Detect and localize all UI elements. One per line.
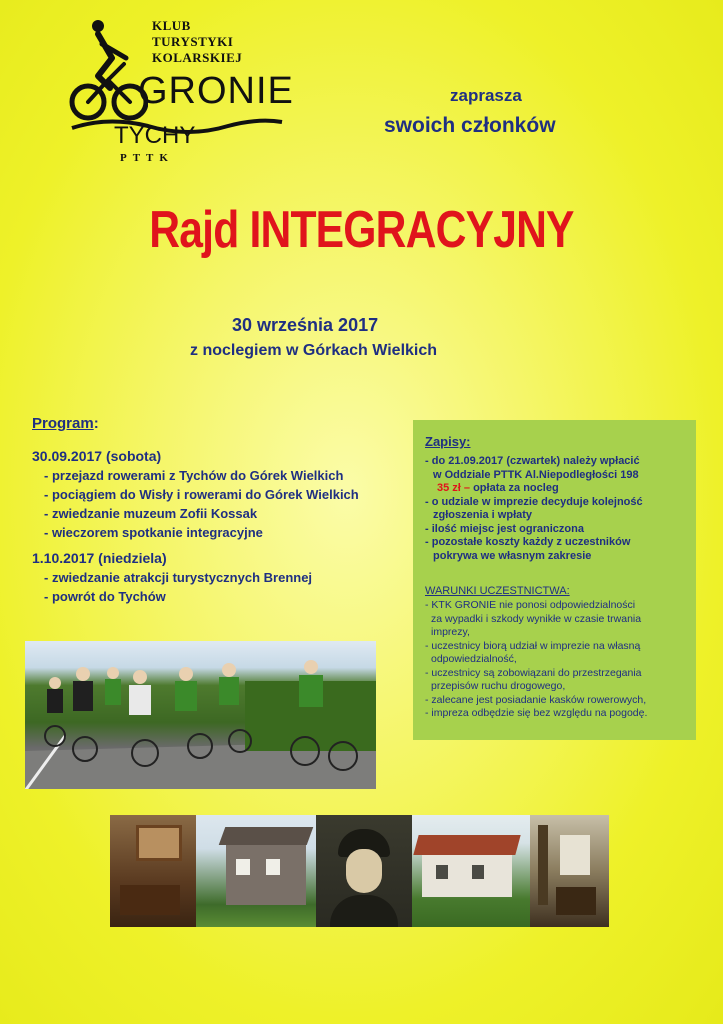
program-title: Program: (32, 415, 99, 432)
price: 35 zł – (437, 482, 471, 494)
list-item: - przejazd rowerami z Tychów do Górek Wielkich (44, 468, 344, 483)
list-item: w Oddziale PTTK Al.Niepodległości 198 (433, 468, 639, 481)
logo-line-2: TURYSTYKI (152, 34, 234, 49)
list-item: - zwiedzanie atrakcji turystycznych Brennej (44, 570, 313, 585)
day2-label: 1.10.2017 (niedziela) (32, 550, 167, 566)
conditions-title: WARUNKI UCZESTNICTWA: (425, 585, 570, 597)
museum-photo-strip (110, 815, 609, 927)
list-item: - pozostałe koszty każdy z uczestników (425, 536, 631, 548)
list-item: - zalecane jest posiadanie kasków rowerowych, (425, 693, 647, 706)
signup-title: Zapisy: (425, 434, 471, 449)
manor-house-photo (412, 815, 530, 927)
museum-house-photo (196, 815, 316, 927)
logo-org: PTTK (120, 152, 174, 164)
portrait-photo (316, 815, 412, 927)
price-line (425, 482, 686, 496)
day1-label: 30.09.2017 (sobota) (32, 448, 162, 464)
club-logo (68, 14, 294, 164)
cyclists-photo (25, 641, 376, 789)
list-item: - uczestnicy są zobowiązani do przestrzegania (425, 666, 642, 679)
list-item: imprezy, (431, 626, 470, 638)
list-item: - zwiedzanie muzeum Zofii Kossak (44, 506, 258, 521)
list-item: za wypadki i szkody wynikłe w czasie trwania (431, 612, 642, 625)
list-item: - uczestnicy biorą udział w imprezie na własną (425, 639, 641, 652)
logo-city: TYCHY (114, 122, 196, 149)
event-date: 30 września 2017 (232, 315, 379, 335)
logo-name: GRONIE (138, 70, 294, 112)
list-item: - wieczorem spotkanie integracyjne (44, 525, 263, 540)
list-item: - o udziale w imprezie decyduje kolejność (425, 495, 643, 508)
list-item: przepisów ruchu drogowego, (431, 680, 566, 692)
list-item: - ilość miejsc jest ograniczona (425, 522, 584, 535)
event-lodging: z noclegiem w Górkach Wielkich (190, 342, 438, 359)
signup-box (413, 420, 696, 740)
invite-text: zaprasza (450, 86, 522, 105)
list-item: - pociągiem do Wisły i rowerami do Górek Wielkich (44, 487, 359, 502)
list-item: - KTK GRONIE nie ponosi odpowiedzialności (425, 599, 636, 611)
price-note: opłata za nocleg (470, 482, 559, 494)
cyclists-illustration (25, 641, 376, 789)
list-item: - do 21.09.2017 (czwartek) należy wpłacić (425, 455, 640, 467)
museum-interior-photo (110, 815, 196, 927)
list-item: pokrywa we własnym zakresie (433, 549, 592, 562)
logo-line-3: KOLARSKIEJ (152, 50, 243, 65)
list-item: - powrót do Tychów (44, 589, 166, 604)
invite-audience: swoich członków (384, 114, 556, 137)
event-headline: Rajd INTEGRACYJNY (149, 201, 574, 259)
logo-line-1: KLUB (152, 18, 191, 33)
museum-room-photo (530, 815, 609, 927)
list-item: - impreza odbędzie się bez względu na pogodę. (425, 707, 648, 719)
list-item: zgłoszenia i wpłaty (433, 509, 533, 521)
day1-list (44, 466, 359, 542)
list-item: odpowiedzialność, (431, 653, 517, 665)
day2-list (44, 568, 312, 606)
